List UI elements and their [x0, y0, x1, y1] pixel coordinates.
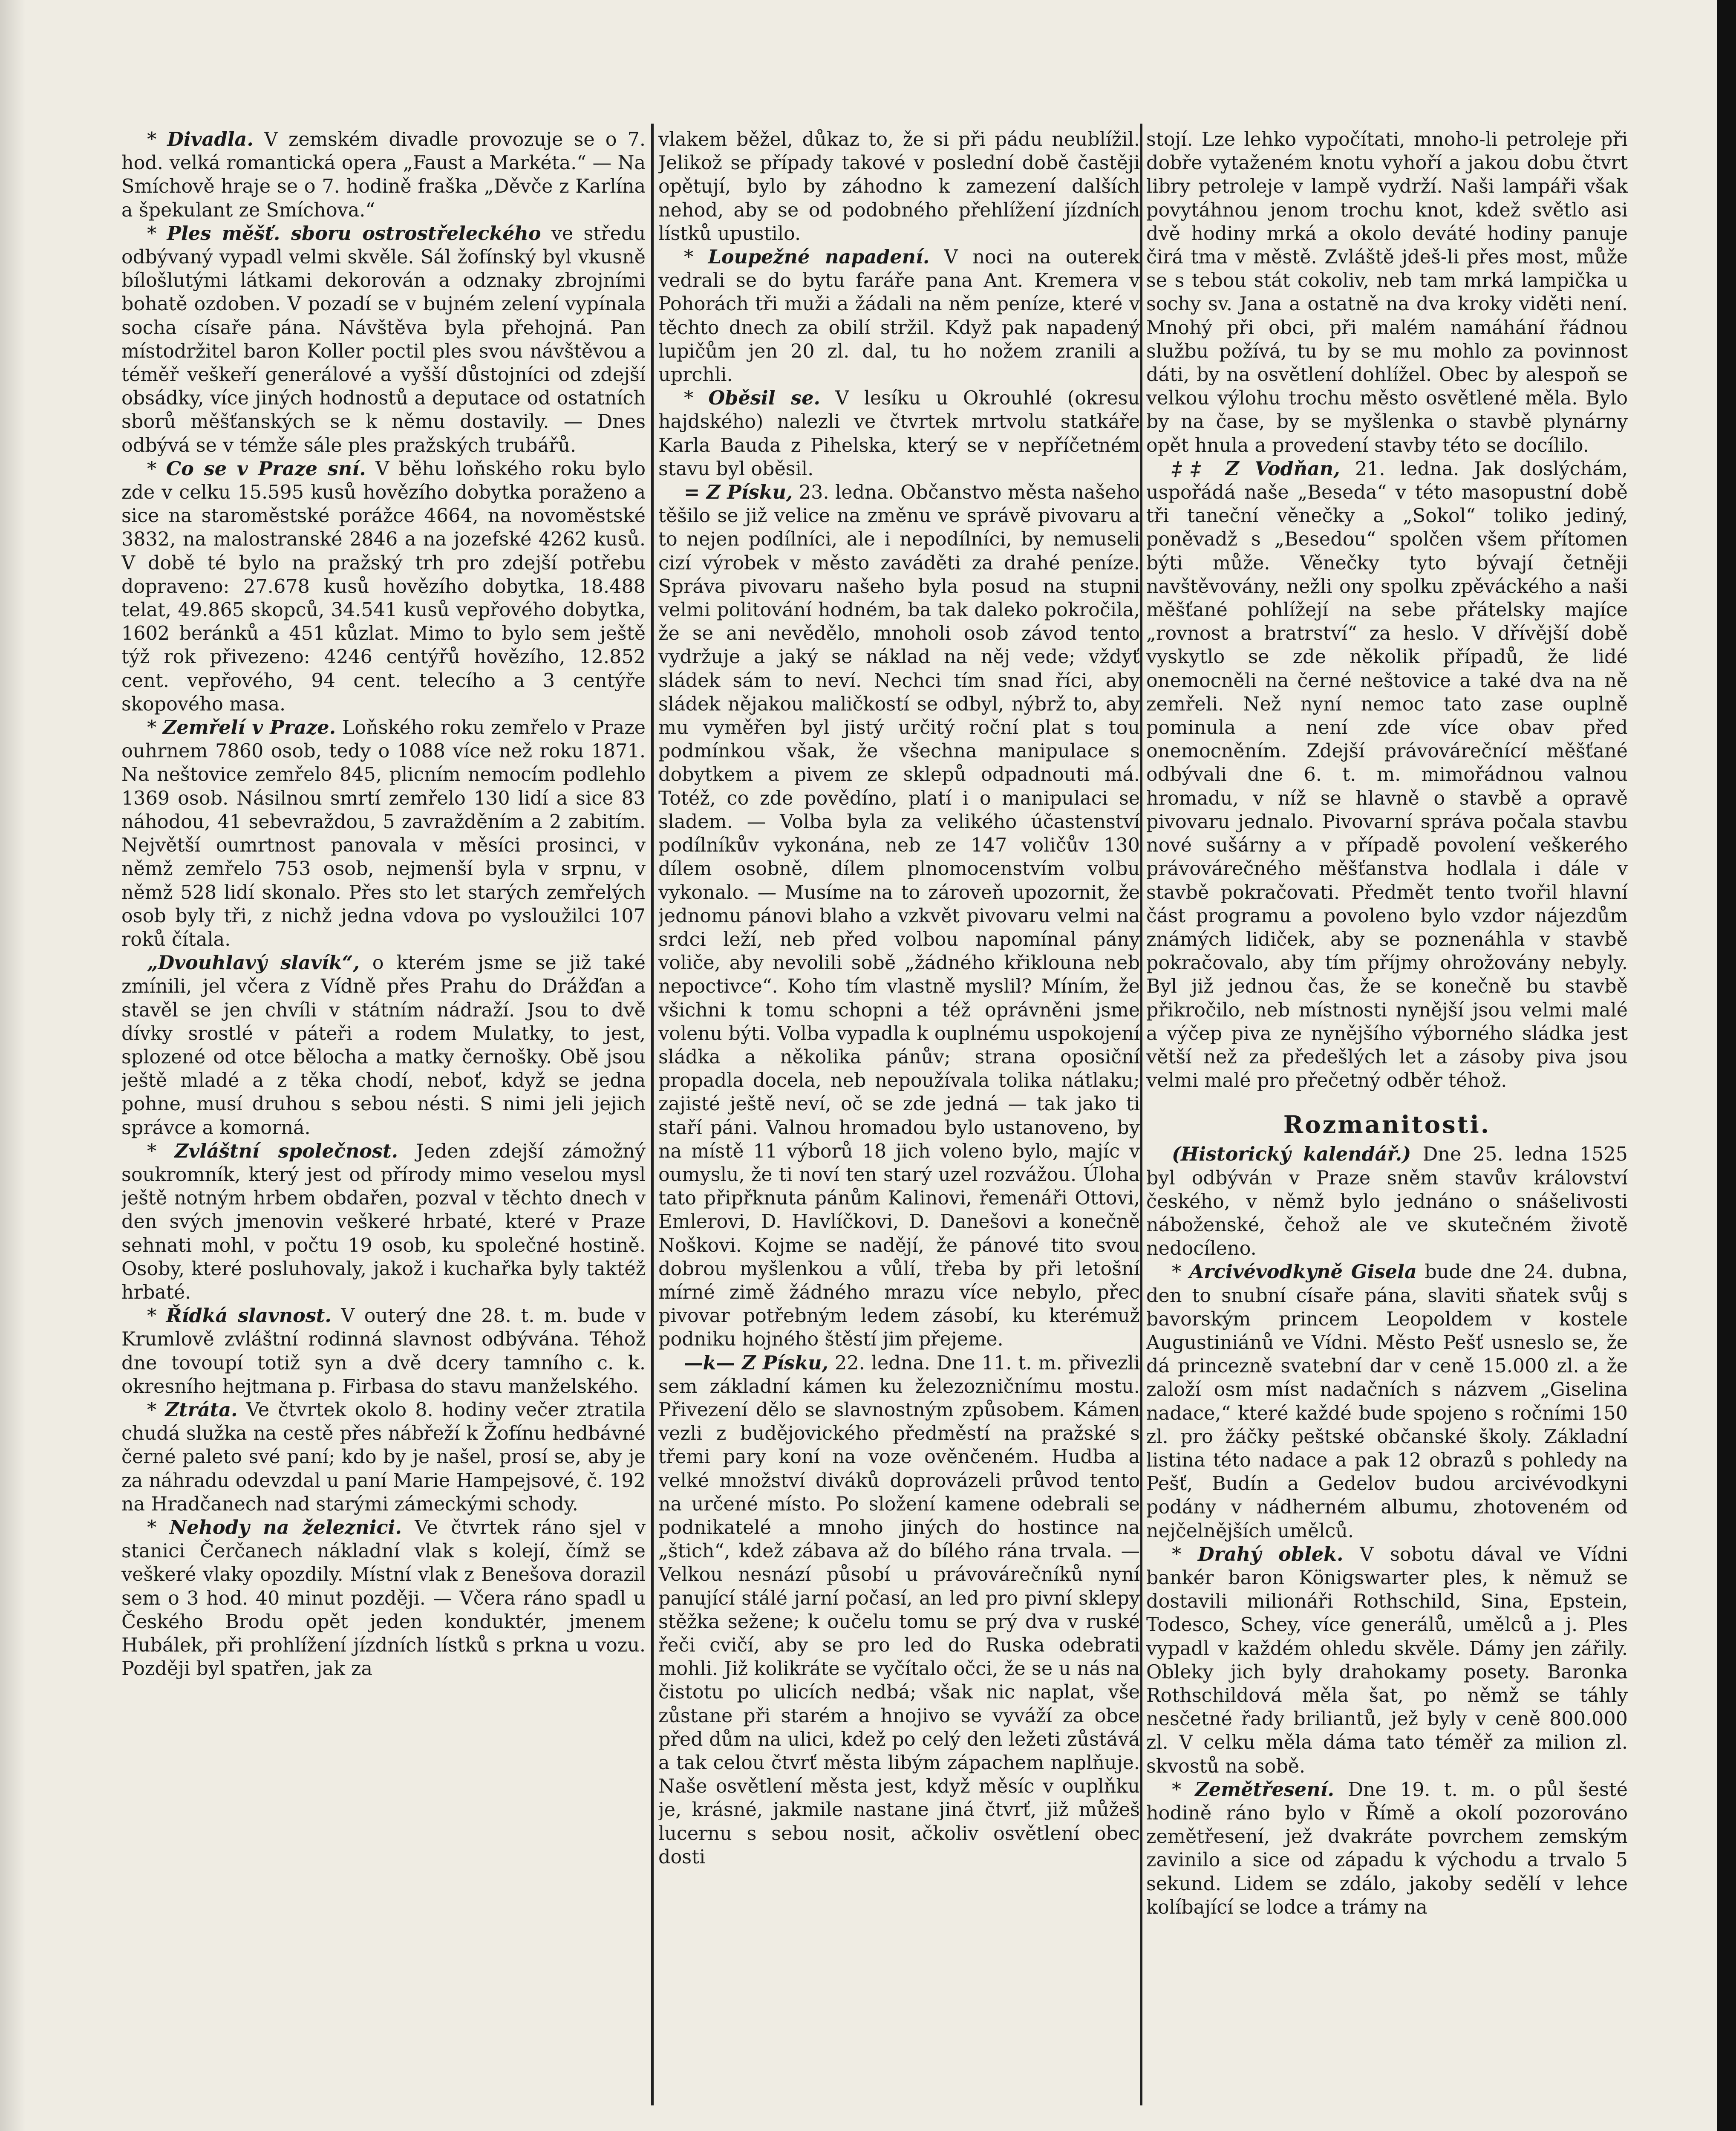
column-rule-1: [651, 124, 654, 2105]
column-rule-2: [1140, 124, 1142, 2105]
article-marker: *: [147, 129, 167, 150]
article-paragraph: [121, 1140, 646, 1304]
article-marker: *: [684, 246, 708, 269]
article-paragraph: [121, 222, 646, 457]
article-headline: Co se v Praze sní.: [166, 457, 366, 480]
article-text: 21. ledna. Jak doslýchám, uspořádá naše „Beseda“ v této masopustní době tři taneční věnečky a „Sokol“ toliko jediný, poněvadž s „Besedou“ spolčen všem přítomen býti může. Věnečky tyto bývají četněji navštěvovány, nežli ony spolku zpěváckého a naši měšťané pohlížejí na sebe přátelsky majíce „rovnost a bratrství“ za heslo. V dřívější době vyskytlo se zde několik případů, že lidé onemocněli na černé neštovice a také dva na ně zemřeli. Než nyní nemoc tato zase ouplně pominula a není zde více obav před onemocněním. Zdejší právovárečnící měšťané odbývali dne 6. t. m. mimořádnou valnou hromadu, v níž se hlavně o stavbě a opravě pivovaru jednalo. Pivovarní správa počala stavbu nové sušárny a v případě povolení veškerého právovárečného měšťanstva hodlala i dále v stavbě pokračovati. Předmět tento tvořil hlavní část programu a povoleno bylo vzdor nájezdům známých lidiček, aby se poznenáhla v stavbě pokračovalo, aby tím příjmy ohrožovány nebyly. Byl již jednou čas, že se konečně bu stavbě přikročilo, neb místnosti nynější jsou velmi malé a výčep piva ze nynějšího výborného sládka jest větší než za předešlých let a zásoby piva jsou velmi malé pro přečetný odběr téhož.: [1146, 458, 1628, 1092]
article-marker: *: [1172, 1779, 1195, 1801]
article-marker: *: [147, 222, 167, 245]
article-text: V outerý dne 28. t. m. bude v Krumlově zvláštní rodinná slavnost odbývána. Téhož dne tovoupí totiž syn a dvě dcery tamního c. k. okresního hejtmana p. Firbasa do stavu manželského.: [121, 1305, 646, 1398]
article-paragraph: [121, 128, 646, 222]
article-paragraph: [1146, 1778, 1628, 1919]
article-marker: *: [1172, 1543, 1198, 1565]
article-headline: Arcivévodkyně Gisela: [1189, 1261, 1417, 1283]
article-headline: Ples měšť. sboru ostrostřeleckého: [167, 222, 541, 245]
article-text: V zemském divadle provozuje se o 7. hod. velká romantická opera „Faust a Markéta.“ — Na Smíchově hraje se o 7. hodině fraška „Děvče z Karlína a špekulant ze Smíchova.“: [121, 129, 646, 221]
article-text: Dne 19. t. m. o půl šesté hodině ráno bylo v Římě a okolí pozorováno zemětřesení, jež dvakráte povrchem zemským zavinilo a sice od západu k východu a trvalo 5 sekund. Lidem se zdálo, jakoby sedělí v lehce kolíbající se lodce a trámy na: [1146, 1779, 1628, 1918]
article-marker: *: [147, 1399, 165, 1421]
scan-border-right: [1717, 0, 1736, 2131]
article-text: V sobotu dával ve Vídni bankér baron Königswarter ples, k němuž se dostavili milionáři Rothschild, Sina, Epstein, Todesco, Schey, více generálů, umělců a j. Ples vypadl v každém ohledu skvěle. Dámy jen zářily. Obleky jich byly drahokamy posety. Baronka Rothschildová měla šat, po němž se táhly nesčetné řady briliantů, jež byly v ceně 800.000 zl. V celku měla dáma tato téměř za milion zl. skvostů na sobě.: [1146, 1543, 1628, 1777]
article-marker: *: [147, 1140, 175, 1162]
article-marker: *: [147, 1516, 170, 1539]
article-headline: Oběsil se.: [708, 387, 821, 410]
article-headline: = Z Písku,: [684, 481, 793, 504]
article-text: o kterém jsme se již také zmínili, jel včera z Vídně přes Prahu do Drážďan a stavěl se jen chvíli v státním nádraží. Jsou to dvě dívky srostlé v páteři a rodem Mulatky, to jest, splozené od otce bělocha a matky černošky. Obě jsou ještě mladé a z těka chodí, neboť, když se jedna pohne, musí druhou s sebou nésti. S nimi jeli jejich správce a komorná.: [121, 952, 646, 1139]
column-1: [121, 128, 646, 2097]
article-headline: —k— Z Písku,: [684, 1351, 829, 1374]
article-text: Ve čtvrtek ráno sjel v stanici Čerčanech nákladní vlak s kolejí, čímž se veškeré vlaky opozdily. Místní vlak z Benešova dorazil sem o 3 hod. 40 minut později. — Včera ráno spadl u Českého Brodu opět jeden konduktér, jmenem Hubálek, při prohlížení jízdních lístků s prkna u vozu. Později byl spatřen, jak za: [121, 1516, 646, 1680]
article-text: 22. ledna. Dne 11. t. m. přivezli sem základní kámen ku železozničnímu mostu. Přivezení dělo se slavnostným způsobem. Kámen vezli z budějovického předměstí na pražské s třemi pary koní na voze ověnčeném. Hudba a velké množství diváků doprovázeli průvod tento na určené místo. Po složení kamene odebrali se podnikatelé a mnoho jiných do hostince na „štich“, kdež zábava až do bílého rána trvala. — Velkou nesnází působí u právovárečníků nyní panující stálé jarní počasí, an led pro pivní sklepy stěžka sežene; k oučelu tomu se prý dva v ruské řeči cvičí, aby se pro led do Ruska odebrati mohli. Již kolikráte se vyčítalo očci, že se u nás na čistotu po ulicích nedbá; však nic naplat, vše zůstane při starém a hnojivo se vyváží za obce před dům na ulici, kdež po celý den ležeti zůstává a tak celou čtvrť města libým zápachem naplňuje. Naše osvětlení města jest, když měsíc v ouplňku je, krásné, jakmile nastane jiná čtvrť, již můžeš lucernu s sebou nosit, ačkoliv osvětlení obec dosti: [658, 1352, 1140, 1868]
section-heading-rozmanitosti: Rozmanitosti.: [1283, 1111, 1491, 1139]
article-headline: „Dvouhlavý slavík“,: [147, 952, 360, 974]
article-text: Loňského roku zemřelo v Praze ouhrnem 7860 osob, tedy o 1088 více než roku 1871. Na neštovice zemřelo 845, plicním nemocím podlehlo 1369 osob. Násilnou smrtí zemřelo 130 lidí a sice 83 náhodou, 41 sebevraždou, 5 zavražděním a 2 zabitím. Největší oumrtnost panovala v měsíci prosinci, v němž zemřelo 753 osob, nejmenší byla v srpnu, v němž 528 lidí skonalo. Přes sto let starých zemřelých osob byly tři, z nichž jedna vdova po vysloužilci 107 roků čítala.: [121, 717, 646, 950]
article-marker: *: [147, 1305, 166, 1327]
article-paragraph: [658, 245, 1140, 387]
article-paragraph: [121, 1304, 646, 1398]
article-paragraph: [1146, 1543, 1628, 1778]
article-text: 23. ledna. Občanstvo města našeho těšilo se již velice na změnu ve správě pivovaru a to nejen podílníci, ale i nepodílníci, by nemuseli cizí výrobek v město zaváděti za drahé peníze. Správa pivovaru našeho byla posud na stupni velmi politování hodném, ba tak daleko pokročila, že se ani nevědělo, mnoholi osob závod tento vydržuje a jaký se náklad na něj vede; vždyť sládek sám to neví. Nechci tím snad říci, aby sládek nějakou maličkostí se odbyl, nýbrž to, aby mu vyměřen byl jistý určitý roční plat s tou podmínkou však, že všechna manipulace s dobytkem a pivem ze sklepů odpadnouti má. Totéž, co zde povědíno, platí i o manipulaci se sladem. — Volba byla za velikého účastenství podílníkův vykonána, neb ze 147 voličův 130 dílem osobně, dílem plnomocenstvím volbu vykonalo. — Musíme na to zároveň upozornit, že jednomu pánovi blaho a vzkvět pivovaru velmi na srdci leží, neb před volbou napomínal pány voliče, aby nevolili sobě „žádného křiklouna neb nepoctivce“. Koho tím vlastně myslil? Míním, že všichni k tomu schopni a též oprávněni jsme volenu býti. Volba vypadla k ouplnému uspokojení sládka a několika pánův; strana oposiční propadla docela, neb nepoužívala tolika nátlaku; zajisté ještě neví, oč se zde jedná — tak jako ti staří páni. Valnou hromadou bylo ustanoveno, by na místě 11 výborů 18 jich voleno bylo, majíc v oumyslu, že ti noví ten starý uzel rozvážou. Úloha tato připřknuta pánům Kalinovi, řemenáři Ottovi, Emlerovi, D. Havlíčkovi, D. Danešovi a konečně Noškovi. Kojme se nadějí, že pánové tito svou dobrou myšlenkou a vůlí, třeba by při letošní mírné zimě žádného mrazu více nebylo, přec pivovar potřebným ledem zásobí, ku kterémuž podniku hojného štěstí jim přejeme.: [658, 482, 1140, 1351]
article-paragraph: [121, 716, 646, 951]
article-headline: Řídká slavnost.: [166, 1305, 332, 1327]
article-text: V běhu loňského roku bylo zde v celku 15.595 kusů hovězího dobytka poraženo a sice na staroměstské porážce 4664, na novoměstské 3832, na malostranské 2846 a na jozefské 4262 kusů. V době té bylo na pražský trh pro zdejší potřebu dopraveno: 27.678 kusů hovězího dobytka, 18.488 telat, 49.865 skopců, 34.541 kusů vepřového dobytka, 1602 beránků a 451 kůzlat. Mimo to bylo sem ještě týž rok přivezeno: 4246 centýřů hovězího, 12.852 cent. vepřového, 94 cent. telecího a 3 centýře skopového masa.: [121, 458, 646, 715]
article-paragraph: [1146, 1260, 1628, 1542]
article-paragraph: [658, 128, 1140, 245]
article-text: Dne 25. ledna 1525 byl odbýván v Praze sněm stavův království českého, v němž bylo jednáno o snášelivosti náboženské, čehož ale ve skutečném životě nedocíleno.: [1146, 1143, 1628, 1260]
scan-shadow: [0, 0, 26, 2131]
article-headline: ‡‡ Z Vodňan,: [1172, 457, 1340, 480]
article-text: V noci na outerek vedrali se do bytu faráře pana Ant. Kremera v Pohorách tři muži a žádali na něm peníze, které v těchto dnech za obilí stržil. Když pak napadený lupičům jen 20 zl. dal, tu ho nožem zranili a uprchli.: [658, 246, 1140, 386]
article-headline: Drahý oblek.: [1198, 1543, 1344, 1565]
article-headline: Zemřelí v Praze.: [162, 716, 336, 739]
article-marker: *: [147, 717, 163, 739]
article-headline: Nehody na železnici.: [169, 1516, 402, 1539]
article-text: stojí. Lze lehko vypočítati, mnoho-li petroleje při dobře vytaženém knotu vyhoří a jakou dobu čtvrt libry petroleje v lampě vydrží. Naši lampáři však povytáhnou jenom trochu knot, kdež světlo asi dvě hodiny mrká a okolo deváté hodiny panuje čirá tma v městě. Zvláště jdeš-li přes most, může se s tebou stát cokoliv, neb tam mrká lampička u sochy sv. Jana a ostatně na dva kroky viděti není. Mnohý při obci, při malém namáhání řádnou službu požívá, tu by se mu mohlo za povinnost dáti, by na osvětlení dohlížel. Obec by alespoň se velkou výlohu trochu město osvětlené měla. Bylo by na čase, by se myšlenka o stavbě plynárny opět hnula a provedení stavby této se docílilo.: [1146, 129, 1628, 456]
article-headline: (Historický kalendář.): [1172, 1143, 1411, 1166]
article-paragraph: [121, 1398, 646, 1516]
article-headline: Ztráta.: [165, 1398, 238, 1421]
article-headline: Zvláštní společnost.: [174, 1140, 398, 1162]
article-paragraph: [121, 457, 646, 716]
article-paragraph: [658, 481, 1140, 1351]
article-marker: *: [684, 387, 709, 410]
article-paragraph: [1146, 128, 1628, 457]
article-text: ve středu odbývaný vypadl velmi skvěle. Sál žofínský byl vkusně bílošlutými látkami dekorován a odznaky zbrojními bohatě ozdoben. V pozadí se v bujném zelení vypínala socha císaře pána. Návštěva byla přehojná. Pan místodržitel baron Koller poctil ples svou návštěvou a téměř veškeří generálové a vyšší důstojníci od zdejší obsádky, více jiných hodnostů a deputace od ostatních sborů měšťanských se k němu dostavily. — Dnes odbývá se v témže sále ples pražských trubářů.: [121, 222, 646, 456]
article-marker: *: [1172, 1261, 1189, 1283]
article-headline: Zemětřesení.: [1195, 1778, 1334, 1801]
column-2: [658, 128, 1140, 2097]
article-paragraph: [1146, 1143, 1628, 1260]
article-headline: Loupežné napadení.: [708, 246, 930, 269]
article-text: bude dne 24. dubna, den to snubní císaře pána, slaviti sňatek svůj s bavorským princem Leopoldem v kostele Augustiniánů ve Vídni. Město Pešť usneslo se, že dá princezně svatební dar v ceně 15.000 zl. a že založí osm míst nadačních s názvem „Giselina nadace,“ které každé bude spojeno s ročními 150 zl. pro žáčky peštské občanské školy. Základní listina této nadace a pak 12 obrazů s pohledy na Pešť, Budín a Gedelov budou arcivévodkyni podány v nádherném albumu, zhotoveném od nejčelnějších umělců.: [1146, 1261, 1628, 1542]
article-paragraph: [1146, 457, 1628, 1092]
column-3: [1146, 128, 1628, 2097]
article-paragraph: [658, 387, 1140, 481]
article-text: vlakem běžel, důkaz to, že si při pádu neublížil. Jelikož se případy takové v poslední době častěji opětují, bylo by záhodno k zamezení dalších nehod, aby se od podobného přehlížení jízdních lístků upustilo.: [658, 129, 1140, 245]
column-3-news: [1146, 128, 1628, 1092]
article-text: Ve čtvrtek okolo 8. hodiny večer ztratila chudá služka na cestě přes nábřeží k Žofínu hedbávné černé paleto své paní; kdo by je našel, prosí se, aby je za náhradu odevzdal u paní Marie Hampejsové, č. 192 na Hradčanech nad starými zámeckými schody.: [121, 1399, 646, 1515]
article-headline: Divadla.: [167, 128, 254, 150]
column-3-miscellany: [1146, 1143, 1628, 1919]
article-paragraph: [121, 951, 646, 1140]
article-marker: *: [147, 458, 166, 480]
article-paragraph: [121, 1516, 646, 1681]
article-paragraph: [658, 1351, 1140, 1869]
article-text: Jeden zdejší zámožný soukromník, který jest od přírody mimo veselou mysl ještě notným hrbem obdařen, pozval v těchto dnech v den svých jmenovin veškeré hrbaté, které v Praze sehnati mohl, v počtu 19 osob, ku společné hostině. Osoby, které posluhovaly, jakož i kuchařka byly taktéž hrbaté.: [121, 1140, 646, 1303]
article-text: V lesíku u Okrouhlé (okresu hajdského) nalezli ve čtvrtek mrtvolu statkáře Karla Bauda z Pihelska, který se v nepříčetném stavu byl oběsil.: [658, 387, 1140, 480]
